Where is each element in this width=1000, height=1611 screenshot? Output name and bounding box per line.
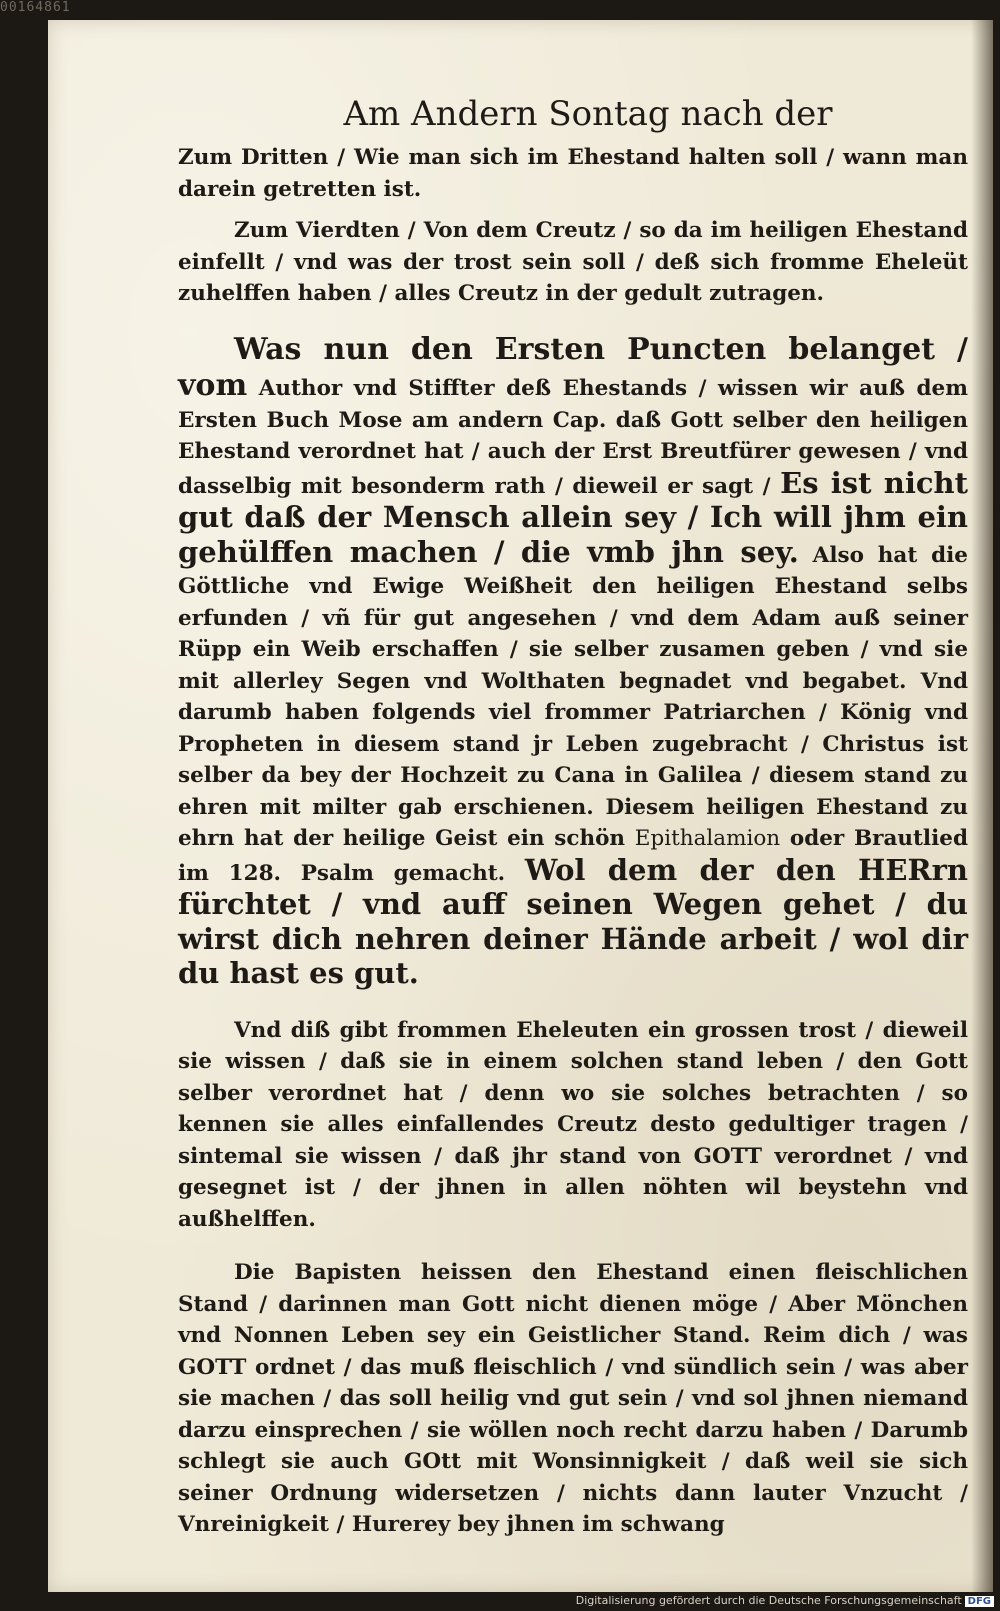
archive-id: 00164861 (0, 0, 71, 15)
section1-text-c: oder Brautlied im 128. Psalm gemacht. (178, 826, 968, 886)
section1-text-b: Also hat die Göttliche vnd Ewige Weißheit den heiligen Ehestand selbs erfunden / vñ für gut angesehen / vnd dem Adam auß seiner Rüpp ein Weib erschaffen / sie selber zusamen geben / vnd sie mit allerley Segen vnd Wolthaten begnadet vnd begabet. Vnd darumb haben folgends viel frommer Patriarchen / König vnd Propheten in diesem stand jr Leben zugebracht / Christus ist selber da bey der Hochzeit zu Cana in Galilea / diesem stand zu ehren mit milter gab erschienen. Diesem heiligen Ehestand zu ehrn hat der heilige Geist ein schön (178, 542, 968, 851)
section1-epithalamion: Epithalamion (634, 826, 781, 851)
dfg-logo: DFG (965, 1596, 994, 1607)
section1-quote1: Es ist nicht gut daß der Mensch allein sey / Ich will jhm ein gehülffen machen / die vmb jhn sey. (178, 465, 968, 569)
section2-paragraph: Vnd diß gibt frommen Eheleuten ein grossen trost / dieweil sie wissen / daß sie in einem solchen stand leben / den Gott selber verordnet hat / denn wo sie solches betrachten / so kennen sie alles einfallendes Creutz desto gedultiger tragen / sintemal sie wissen / daß jhr stand von GOTT verordnet / vnd gesegnet ist / der jhnen in allen nöhten wil beystehn vnd außhelffen. (178, 1017, 968, 1232)
section3-paragraph: Die Bapisten heissen den Ehestand einen fleischlichen Stand / darinnen man Gott nicht dienen möge / Aber Mönchen vnd Nonnen Leben sey ein Geistlicher Stand. Reim dich / was GOTT ordnet / das muß fleischlich / vnd sündlich sein / was aber sie machen / das soll heilig vnd gut sein / vnd sol jhnen niemand darzu einsprechen / sie wöllen noch recht darzu haben / Darumb schlegt sie auch GOtt mit Wonsinnigkeit / daß weil sie sich seiner Ordnung widersetzen / nichts dann lauter Vnzucht / Vnreinigkeit / Hurerey bey jhnen im schwang (178, 1260, 968, 1537)
running-head: Am Andern Sontag nach der (343, 94, 833, 134)
footer-text: Digitalisierung gefördert durch die Deutsche Forschungsgemeinschaft (575, 1594, 962, 1607)
section1-text-a: Author vnd Stiffter deß Ehestands / wissen wir auß dem Ersten Buch Mose am andern Cap. daß Gott selber den heiligen Ehestand verordnet hat / auch der Erst Breutfürer gewesen / vnd dasselbig mit besonderm rath / dieweil er sagt / (178, 376, 968, 499)
section1-quote2: Wol dem der den HERrn fürchtet / vnd auff seinen Wegen gehet / du wirst dich nehren deiner Hände arbeit / wol dir du hast es gut. (178, 852, 968, 990)
page-gutter-shadow (971, 20, 993, 1592)
intro-fourth: Zum Vierdten / Von dem Creutz / so da im heiligen Ehestand einfellt / vnd was der trost sein soll / deß sich fromme Eheleüt zuhelffen haben / alles Creutz in der gedult zutragen. (178, 218, 968, 306)
book-page (48, 20, 993, 1592)
section1-lead: Was nun den Ersten Puncten belanget / vom (178, 331, 968, 403)
digitization-footer (576, 1594, 994, 1607)
section1-paragraph (178, 332, 968, 993)
intro-third: Zum Dritten / Wie man sich im Ehestand halten soll / wann man darein getretten ist. (178, 145, 968, 202)
text-block (178, 90, 968, 1541)
